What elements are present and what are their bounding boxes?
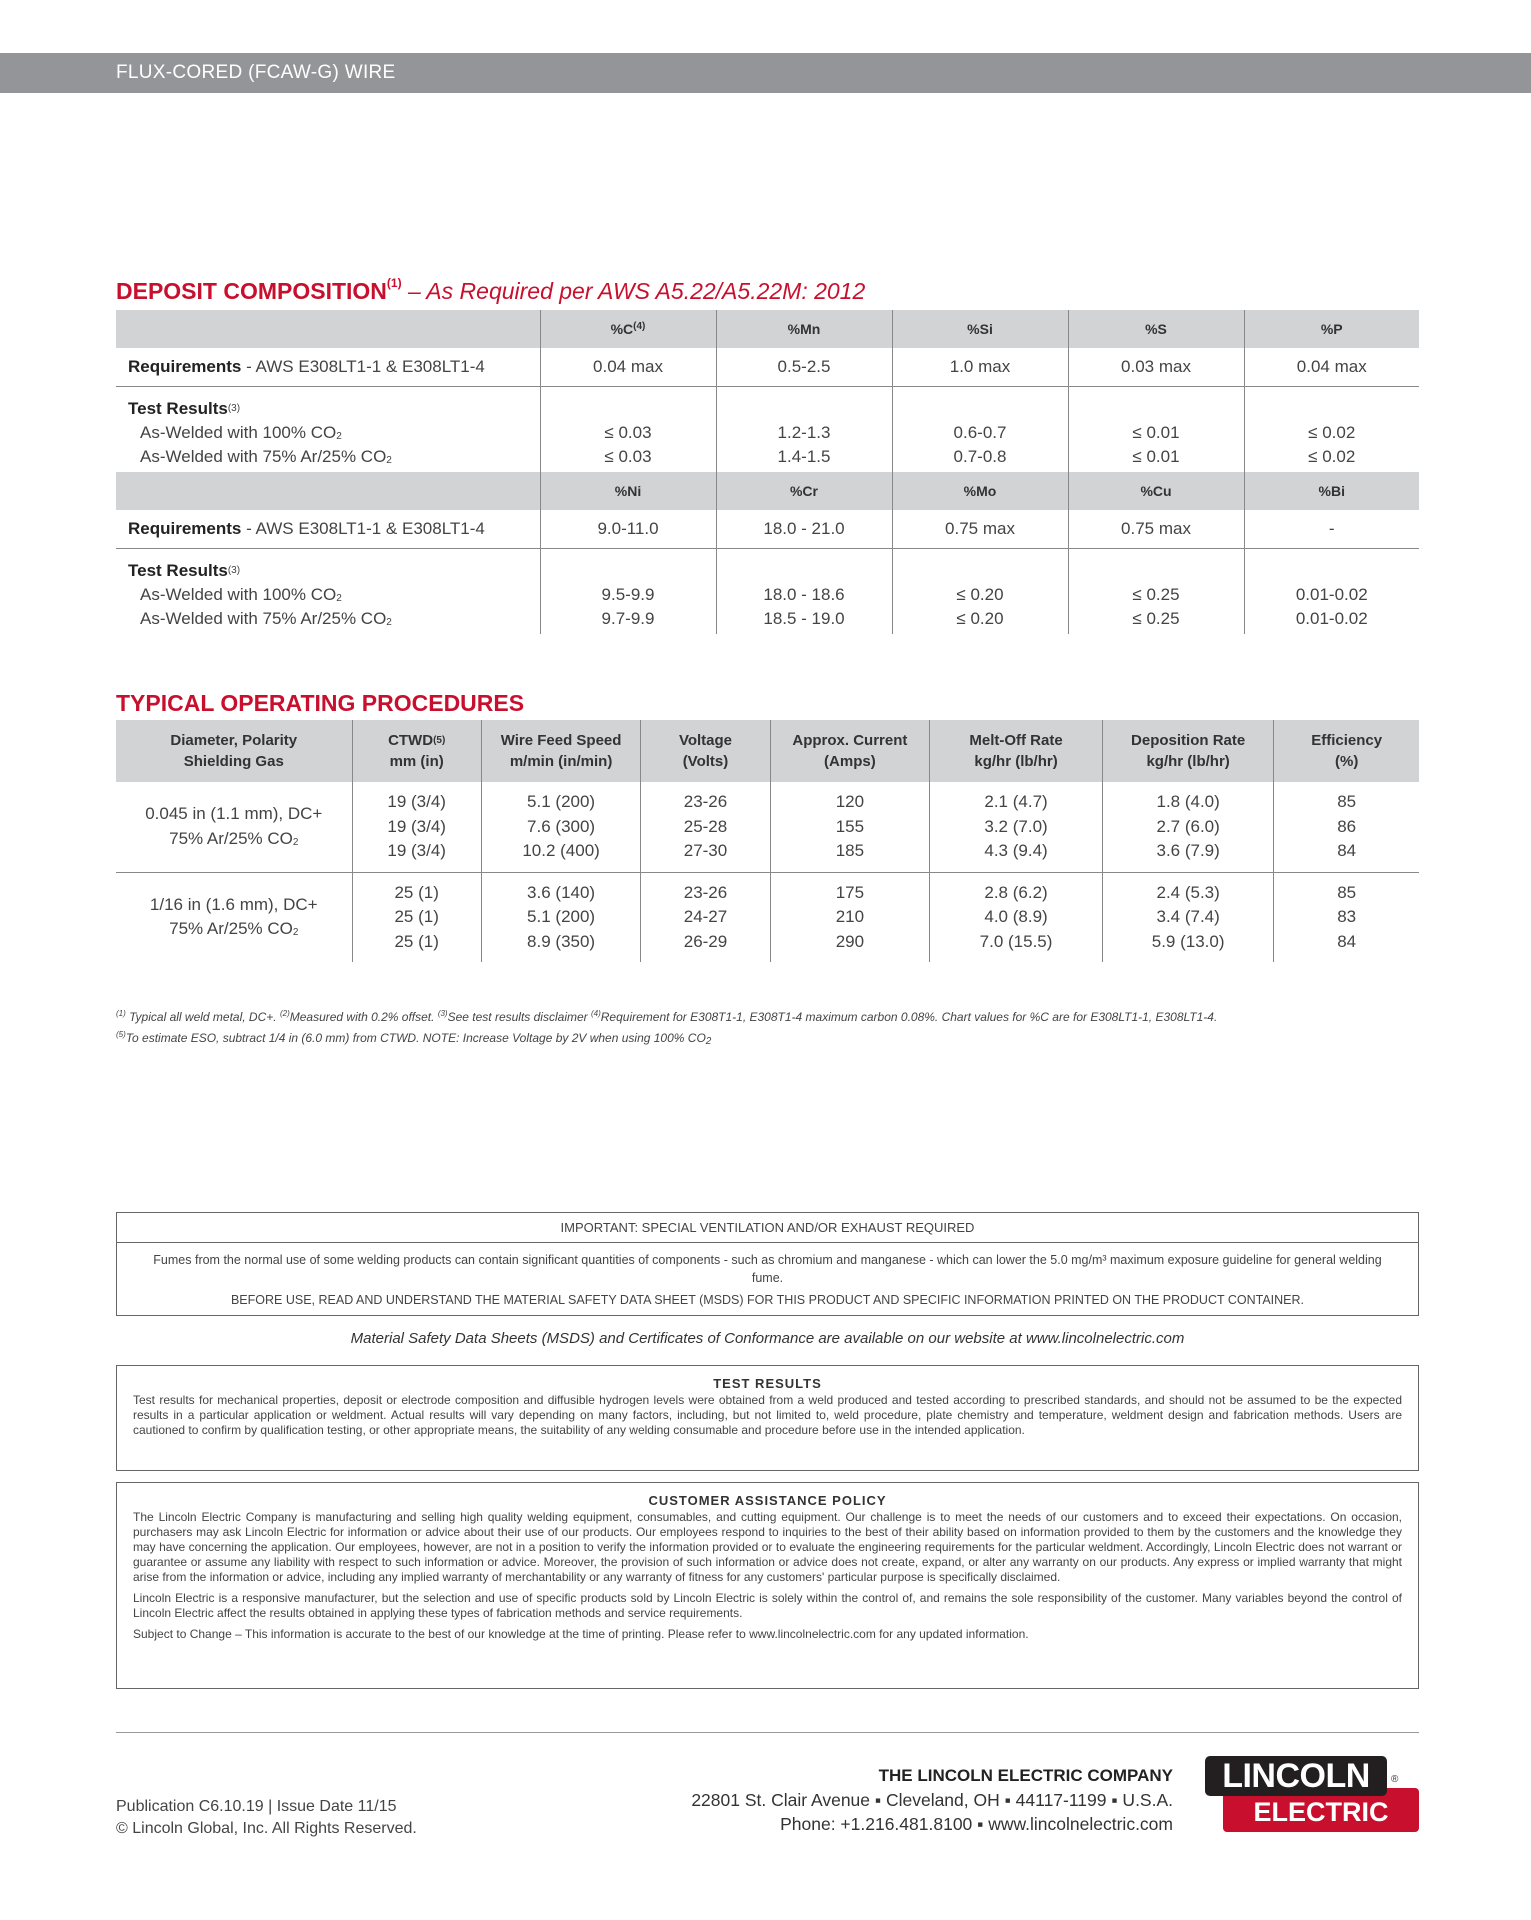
cell: 9.0-11.0 [540, 510, 716, 548]
col-header: %Bi [1244, 472, 1419, 510]
ops-group-row [116, 872, 1419, 962]
ops-title: TYPICAL OPERATING PROCEDURES [116, 690, 525, 716]
col-header: %Mn [716, 310, 892, 348]
test-results-row [116, 386, 1419, 472]
cell: 85 83 84 [1274, 872, 1419, 962]
cell: 18.0 - 21.0 [716, 510, 892, 548]
row-label: Test Results$^{(3)}$ As-Welded with 100% $CO_2$ As-Welded with 75% Ar/25% $CO_2$ [128, 398, 392, 466]
col-header: %S [1068, 310, 1244, 348]
cell: 0.01-0.02 0.01-0.02 [1244, 548, 1419, 634]
company-contact[interactable]: Phone: +1.216.481.8100 ▪ www.lincolnelectric.com [780, 1814, 1173, 1834]
cell: 1.2-1.3 1.4-1.5 [716, 386, 892, 472]
cell: 23-26 25-28 27-30 [641, 782, 770, 872]
msds-note: Material Safety Data Sheets (MSDS) and Certificates of Conformance are available on our website at www.lincolnelectric.com [350, 1330, 1185, 1347]
cell: 2.4 (5.3) 3.4 (7.4) 5.9 (13.0) [1102, 872, 1273, 962]
logo-lincoln: LINCOLN [1205, 1756, 1387, 1796]
lincoln-electric-logo [1205, 1756, 1419, 1832]
col-header: Voltage (Volts) [641, 720, 770, 782]
cell: ≤ 0.02 ≤ 0.02 [1244, 386, 1419, 472]
cell: ≤ 0.25 ≤ 0.25 [1068, 548, 1244, 634]
diameter-cell: 1/16 in (1.6 mm), DC+ 75% Ar/25% $CO_2$ [149, 894, 318, 939]
deposit-header-row-2 [116, 472, 1419, 510]
cell: ≤ 0.03 ≤ 0.03 [540, 386, 716, 472]
publication-number: Publication C6.10.19 | Issue Date 11/15 [116, 1798, 397, 1815]
important-msds-text: BEFORE USE, READ AND UNDERSTAND THE MATERIAL SAFETY DATA SHEET (MSDS) FOR THIS PRODUCT AND SPECIFIC INFORMATION PRINTED ON THE PRODUCT CONTAINER. [230, 1293, 1305, 1307]
cell: 0.75 max [1068, 510, 1244, 548]
col-header: CTWD$^{(5)}$ mm (in) [352, 720, 481, 782]
test-results-heading: TEST RESULTS [713, 1376, 822, 1391]
policy-text-3: Subject to Change – This information is accurate to the best of our knowledge at the time of printing. Please refer to www.lincolnelectric.com for any updated information. [133, 1627, 1029, 1641]
cell: 1.8 (4.0) 2.7 (6.0) 3.6 (7.9) [1102, 782, 1273, 872]
col-header: Efficiency (%) [1274, 720, 1419, 782]
cell: 0.75 max [892, 510, 1068, 548]
requirements-row [116, 510, 1419, 548]
company-name: THE LINCOLN ELECTRIC COMPANY [878, 1766, 1173, 1785]
row-label: Test Results$^{(3)}$ As-Welded with 100% $CO_2$ As-Welded with 75% Ar/25% $CO_2$ [128, 560, 392, 628]
footnotes [116, 1005, 1217, 1047]
logo-electric: ELECTRIC [1223, 1788, 1419, 1832]
col-header: $\%C^{(4)}$ [540, 310, 716, 348]
registered-mark-icon: ® [1391, 1774, 1399, 1785]
col-header: Diameter, Polarity Shielding Gas [116, 720, 352, 782]
cell: 19 (3/4) 19 (3/4) 19 (3/4) [352, 782, 481, 872]
cell: 2.8 (6.2) 4.0 (8.9) 7.0 (15.5) [930, 872, 1103, 962]
publication-info [116, 1796, 417, 1840]
col-header: Approx. Current (Amps) [770, 720, 930, 782]
cell: 1.0 max [892, 348, 1068, 386]
col-header: %P [1244, 310, 1419, 348]
test-results-row [116, 548, 1419, 634]
footer-divider [116, 1732, 1419, 1733]
test-results-box [116, 1365, 1419, 1471]
header-bar [0, 53, 1531, 93]
cell: 2.1 (4.7) 3.2 (7.0) 4.3 (9.4) [930, 782, 1103, 872]
cell: - [1244, 510, 1419, 548]
row-label: Requirements - AWS E308LT1-1 & E308LT1-4 [116, 510, 540, 548]
col-header: %Ni [540, 472, 716, 510]
header-title: FLUX-CORED (FCAW-G) WIRE [116, 62, 396, 83]
important-text: Fumes from the normal use of some welding products can contain significant quantities of components - such as chromium and manganese - which can lower the 5.0 mg/m³ maximum exposure guideline for general welding fume. [153, 1253, 1382, 1285]
cell: ≤ 0.20 ≤ 0.20 [892, 548, 1068, 634]
test-results-text: Test results for mechanical properties, deposit or electrode composition and diffusible hydrogen levels were obtained from a weld produced and tested according to prescribed standards, and should not be assumed to be the expected results in a particular application or weldment. Actual results will vary depending on many factors, including, but not limited to, weld procedure, plate chemistry and temperature, weldment design and fabrication methods. Users are cautioned to confirm by qualification testing, or other appropriate means, the suitability of any welding consumable and procedure before use in the intended application. [133, 1393, 1402, 1437]
cell: 18.0 - 18.6 18.5 - 19.0 [716, 548, 892, 634]
col-header: %Mo [892, 472, 1068, 510]
footnote-line-2: $^{(5)}$To estimate ESO, subtract 1/4 in (6.0 mm) from CTWD. NOTE: Increase Voltage by 2V when using 100% $CO_2$ [116, 1030, 712, 1047]
cell: 120 155 185 [770, 782, 930, 872]
cell: 23-26 24-27 26-29 [641, 872, 770, 962]
col-header: %Cr [716, 472, 892, 510]
cell: ≤ 0.01 ≤ 0.01 [1068, 386, 1244, 472]
col-header: Wire Feed Speed m/min (in/min) [481, 720, 641, 782]
copyright: © Lincoln Global, Inc. All Rights Reserved. [116, 1820, 417, 1837]
footnote-line-1: $^{(1)}$ Typical all weld metal, DC+. $^{(2)}$Measured with 0.2% offset. $^{(3)}$See test results disclaimer $^{(4)}$Requirement for E308T1-1, E308T1-4 maximum carbon 0.08%. Chart values for %C are for E308LT1-1, E308LT1-4. [116, 1009, 1218, 1024]
deposit-title: DEPOSIT COMPOSITION$^{(1)}$ – As Required per AWS A5.22/A5.22M: 2012 [116, 276, 866, 304]
company-address: 22801 St. Clair Avenue ▪ Cleveland, OH ▪ 44117-1199 ▪ U.S.A. [691, 1790, 1173, 1810]
cell: 25 (1) 25 (1) 25 (1) [352, 872, 481, 962]
col-header: Melt-Off Rate kg/hr (lb/hr) [930, 720, 1103, 782]
row-label: Requirements - AWS E308LT1-1 & E308LT1-4 [116, 348, 540, 386]
company-info [691, 1764, 1173, 1836]
cell: 0.03 max [1068, 348, 1244, 386]
cell: 85 86 84 [1274, 782, 1419, 872]
policy-text-1: The Lincoln Electric Company is manufacturing and selling high quality welding equipment, consumables, and cutting equipment. Our challenge is to meet the needs of our customers and to exceed their expectations. On occasion, purchasers may ask Lincoln Electric for information or advice about their use of our products. Our employees respond to inquiries to the best of their ability based on information provided to them by the customers and the knowledge they may have concerning the application. Our employees, however, are not in a position to verify the information provided or to evaluate the engineering requirements for the particular weldment. Accordingly, Lincoln Electric does not warrant or guarantee or assume any liability with respect to such information or advice. Moreover, the provision of such information or advice does not create, expand, or alter any warranty on our products. Any express or implied warranty that might arise from the information or advice, including any implied warranty of merchantability or any warranty of fitness for any customers' particular purpose is specifically disclaimed. [133, 1510, 1402, 1584]
policy-text-2: Lincoln Electric is a responsive manufacturer, but the selection and use of specific products sold by Lincoln Electric is solely within the control of, and remains the sole responsibility of the customer. Many variables beyond the control of Lincoln Electric affect the results obtained in applying these types of fabrication methods and service requirements. [133, 1591, 1402, 1620]
col-header: %Si [892, 310, 1068, 348]
col-header: Deposition Rate kg/hr (lb/hr) [1102, 720, 1273, 782]
deposit-table [116, 310, 1419, 634]
cell: 3.6 (140) 5.1 (200) 8.9 (350) [481, 872, 641, 962]
important-notice-box [116, 1212, 1419, 1316]
policy-heading: CUSTOMER ASSISTANCE POLICY [648, 1493, 887, 1508]
cell: 0.5-2.5 [716, 348, 892, 386]
cell: 175 210 290 [770, 872, 930, 962]
requirements-row [116, 348, 1419, 386]
col-header: %Cu [1068, 472, 1244, 510]
ops-group-row [116, 782, 1419, 872]
cell: 0.04 max [540, 348, 716, 386]
cell: 9.5-9.9 9.7-9.9 [540, 548, 716, 634]
deposit-subtitle: – As Required per AWS A5.22/A5.22M: 2012 [401, 278, 866, 304]
cell: 0.04 max [1244, 348, 1419, 386]
diameter-cell: 0.045 in (1.1 mm), DC+ 75% Ar/25% $CO_2$ [116, 782, 352, 872]
deposit-header-row-1 [116, 310, 1419, 348]
customer-policy-box [116, 1482, 1419, 1689]
cell: 5.1 (200) 7.6 (300) 10.2 (400) [481, 782, 641, 872]
important-heading: IMPORTANT: SPECIAL VENTILATION AND/OR EXHAUST REQUIRED [117, 1213, 1418, 1243]
ops-header-row [116, 720, 1419, 782]
ops-table [116, 720, 1419, 962]
cell: 0.6-0.7 0.7-0.8 [892, 386, 1068, 472]
